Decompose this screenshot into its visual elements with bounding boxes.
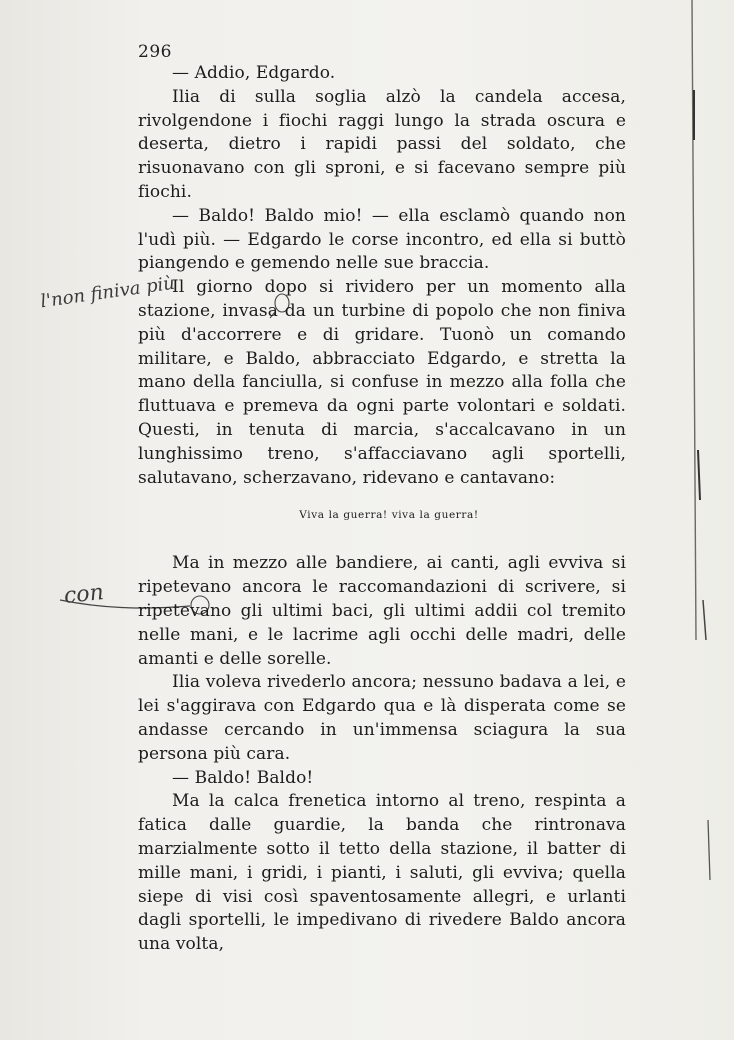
paragraph: — Baldo! Baldo mio! — ella esclamò quando non l'udì più. — Edgardo le corse incontro, ed ella si buttò piangendo e gemendo nelle sue braccia. [138, 205, 626, 274]
handwritten-margin-note: l'non finiva più [39, 272, 177, 313]
paragraph: Ma in mezzo alle bandiere, ai canti, agli evviva si ripetevano ancora le raccomandazioni di scrivere, si ripetevano gli ultimi baci, gli ultimi addii col tremito nelle mani, e le lacrime agli occhi delle madri, delle amanti e delle sorelle. [138, 553, 626, 669]
page-number: 296 [138, 42, 172, 62]
paragraph: — Baldo! Baldo! [172, 767, 314, 788]
paragraph: Ilia voleva rivederlo ancora; nessuno badava a lei, e lei s'aggirava con Edgardo qua e là disperata come se andasse cercando in un'immensa sciagura la sua persona più cara. [138, 672, 626, 764]
paragraph: — Addio, Edgardo. [172, 63, 336, 83]
paragraph: Ilia di sulla soglia alzò la candela accesa, rivolgendone i fiochi raggi lungo la strada oscura e deserta, dietro i rapidi passi del soldato, che risuonavano con gli sproni, e si facevano sempre più fiochi. [138, 86, 626, 202]
paragraph: Ma la calca frenetica intorno al treno, respinta a fatica dalle guardie, la banda che rintronava marzialmente sotto il tetto della stazione, il batter di mille mani, i gridi, i pianti, i saluti, gli evviva; quella siepe di visi così spaventosamente allegri, e urlanti dagli sportelli, le impedivano di rivedere Baldo ancora una volta, [138, 791, 626, 955]
song-quote: Viva la guerra! viva la guerra! [299, 509, 479, 522]
body-text [138, 62, 626, 957]
paragraph: Il giorno dopo si rividero per un momento alla stazione, invasa da un turbine di popolo che non finiva più d'accorrere e di gridare. Tuonò un comando militare, e Baldo, abbracciato Edgardo, e stretta la mano della fanciulla, si confuse in mezzo alla folla che fluttuava e premeva da ogni parte volontari e soldati. Questi, in tenuta di marcia, s'accalcavano in un lunghissimo treno, s'affacciavano agli sportelli, salutavano, scherzavano, ridevano e cantavano: [138, 277, 626, 488]
handwritten-margin-note: con [62, 579, 105, 610]
